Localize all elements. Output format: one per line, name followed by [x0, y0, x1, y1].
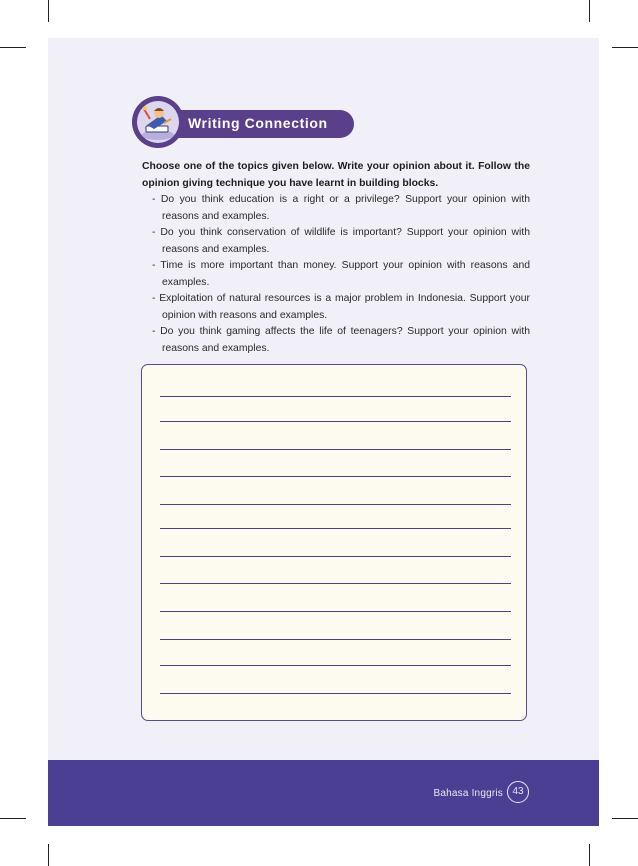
writing-line[interactable] — [160, 504, 511, 505]
crop-mark — [0, 818, 26, 819]
topic-list — [152, 192, 530, 357]
writing-line[interactable] — [160, 611, 511, 612]
writing-line[interactable] — [160, 421, 511, 422]
crop-mark — [612, 818, 638, 819]
writing-line[interactable] — [160, 556, 511, 557]
writing-line[interactable] — [160, 396, 511, 397]
crop-mark — [612, 47, 638, 48]
crop-mark — [48, 0, 49, 22]
writing-line[interactable] — [160, 528, 511, 529]
writing-line[interactable] — [160, 583, 511, 584]
topic-item: - Time is more important than money. Support your opinion with reasons and examples. — [152, 260, 530, 288]
topic-item: - Do you think education is a right or a privilege? Support your opinion with reasons and examples. — [152, 194, 530, 222]
writing-instruction: Choose one of the topics given below. Write your opinion about it. Follow the opinion giving technique you have learnt in building blocks. — [142, 161, 530, 189]
writing-line[interactable] — [160, 665, 511, 666]
writing-line[interactable] — [160, 449, 511, 450]
crop-mark — [0, 47, 26, 48]
book-title: Bahasa Inggris — [433, 788, 503, 799]
writing-line[interactable] — [160, 476, 511, 477]
section-title: Writing Connection — [188, 115, 328, 131]
topic-item: - Do you think conservation of wildlife is important? Support your opinion with reasons and examples. — [152, 227, 530, 255]
writing-area[interactable] — [141, 364, 527, 721]
topic-item: - Do you think gaming affects the life of teenagers? Support your opinion with reasons and examples. — [152, 326, 530, 354]
crop-mark — [589, 844, 590, 866]
writing-line[interactable] — [160, 693, 511, 694]
crop-mark — [589, 0, 590, 22]
section-badge — [132, 96, 184, 148]
page-number: 43 — [507, 781, 529, 803]
writing-line[interactable] — [160, 639, 511, 640]
crop-mark — [48, 844, 49, 866]
page-footer — [48, 760, 599, 826]
topic-item: - Exploitation of natural resources is a major problem in Indonesia. Support your opinion with reasons and examples. — [152, 293, 530, 321]
writing-student-icon — [137, 101, 179, 143]
